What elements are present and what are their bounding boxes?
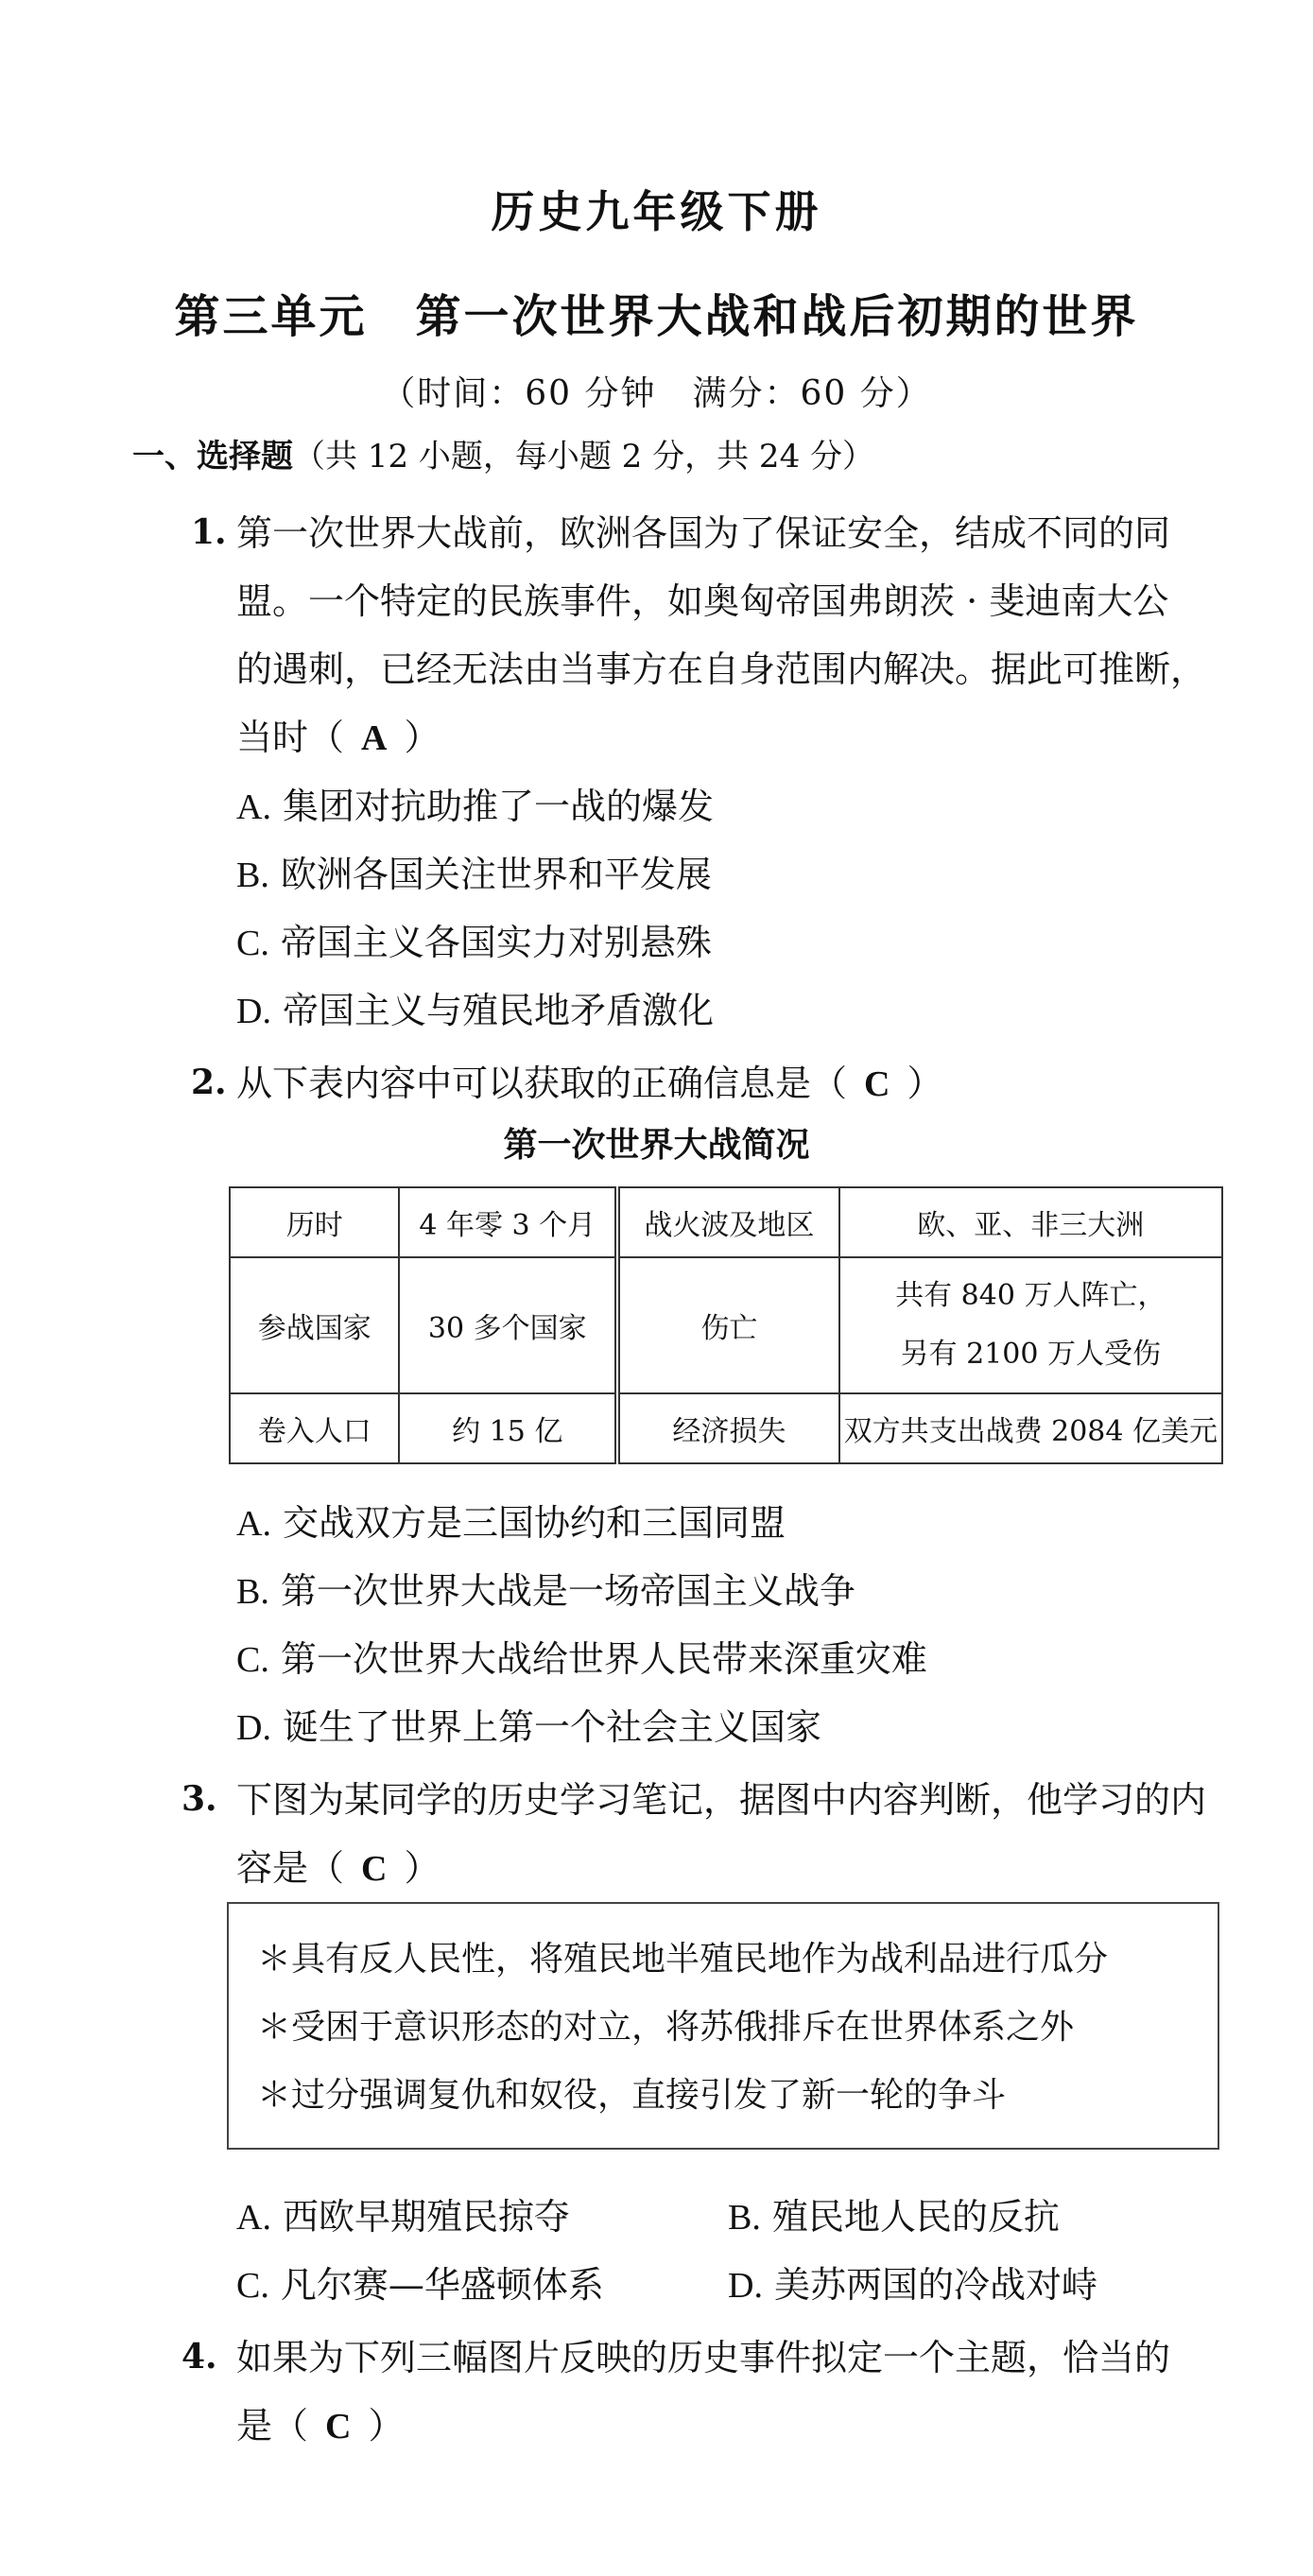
question-2-option-a: A. 交战双方是三国协约和三国同盟	[236, 1502, 786, 1544]
table-cell: 双方共支出战费 2084 亿美元	[839, 1393, 1222, 1463]
table-cell: 共有 840 万人阵亡， 另有 2100 万人受伤	[839, 1257, 1222, 1393]
question-3-option-b: B. 殖民地人民的反抗	[728, 2196, 1060, 2238]
exam-info: （时间：60 分钟 满分：60 分）	[381, 374, 932, 413]
question-4-stem	[236, 2324, 1229, 2461]
table-cell: 卷入人口	[230, 1393, 399, 1463]
book-title: 历史九年级下册	[491, 186, 822, 237]
question-3-option-c: C. 凡尔赛—华盛顿体系	[236, 2264, 604, 2306]
question-2-number: 2.	[191, 1063, 227, 1102]
answer-mark: C	[325, 2407, 352, 2446]
stem-line: 下图为某同学的历史学习笔记，据图中内容判断，他学习的内	[236, 1779, 1207, 1821]
table-cell: 30 多个国家	[399, 1257, 617, 1393]
question-3-option-a: A. 西欧早期殖民掠夺	[236, 2196, 570, 2238]
section-heading	[132, 430, 874, 476]
stem-line: 从下表内容中可以获取的正确信息是（ C ）	[236, 1049, 1229, 1118]
question-1-option-a: A. 集团对抗助推了一战的爆发	[236, 786, 714, 827]
table-row	[230, 1187, 1222, 1257]
stem-line: 的遇刺，已经无法由当事方在自身范围内解决。据此可推断，	[236, 648, 1207, 690]
table-caption: 第一次世界大战简况	[503, 1125, 810, 1165]
table-cell: 参战国家	[230, 1257, 399, 1393]
answer-mark: C	[361, 1849, 388, 1889]
stem-line: 第一次世界大战前，欧洲各国为了保证安全，结成不同的同	[236, 512, 1171, 554]
unit-title: 第三单元 第一次世界大战和战后初期的世界	[174, 290, 1139, 343]
note-line: ＊过分强调复仇和奴役，直接引发了新一轮的争斗	[257, 2076, 1007, 2115]
answer-mark: A	[361, 718, 388, 758]
answer-mark: C	[864, 1064, 890, 1104]
war-summary-table	[229, 1186, 1223, 1464]
question-3-option-d: D. 美苏两国的冷战对峙	[728, 2264, 1097, 2306]
note-line: ＊受困于意识形态的对立，将苏俄排斥在世界体系之外	[257, 2008, 1075, 2047]
question-1-option-c: C. 帝国主义各国实力对别悬殊	[236, 922, 712, 963]
section-note: （共 12 小题，每小题 2 分，共 24 分）	[293, 438, 875, 475]
stem-line: 盟。一个特定的民族事件，如奥匈帝国弗朗茨 · 斐迪南大公	[236, 580, 1169, 622]
table-cell: 约 15 亿	[399, 1393, 617, 1463]
section-title: 一、选择题	[132, 438, 293, 475]
question-3-number: 3.	[181, 1779, 217, 1819]
table-cell: 4 年零 3 个月	[399, 1187, 617, 1257]
table-cell: 战火波及地区	[617, 1187, 838, 1257]
stem-line: 如果为下列三幅图片反映的历史事件拟定一个主题，恰当的	[236, 2337, 1171, 2378]
question-3-stem	[236, 1766, 1229, 1903]
question-2-option-d: D. 诞生了世界上第一个社会主义国家	[236, 1706, 821, 1748]
question-1-option-b: B. 欧洲各国关注世界和平发展	[236, 854, 712, 895]
question-2-option-b: B. 第一次世界大战是一场帝国主义战争	[236, 1570, 855, 1612]
stem-line: 是（ C ）	[236, 2392, 1229, 2461]
table-cell: 伤亡	[617, 1257, 838, 1393]
table-row	[230, 1257, 1222, 1393]
question-1-option-d: D. 帝国主义与殖民地矛盾激化	[236, 990, 714, 1031]
question-1-number: 1.	[191, 512, 227, 552]
table-row	[230, 1393, 1222, 1463]
stem-line: 当时（ A ）	[236, 703, 1229, 772]
table-cell: 经济损失	[617, 1393, 838, 1463]
note-line: ＊具有反人民性，将殖民地半殖民地作为战利品进行瓜分	[257, 1940, 1109, 1979]
table-cell: 历时	[230, 1187, 399, 1257]
question-2-stem	[236, 1049, 1229, 1118]
question-2-option-c: C. 第一次世界大战给世界人民带来深重灾难	[236, 1638, 927, 1680]
stem-line: 容是（ C ）	[236, 1834, 1229, 1903]
question-1-stem	[236, 499, 1229, 772]
table-cell: 欧、亚、非三大洲	[839, 1187, 1222, 1257]
study-notes-box	[227, 1902, 1219, 2150]
question-4-number: 4.	[181, 2337, 217, 2377]
